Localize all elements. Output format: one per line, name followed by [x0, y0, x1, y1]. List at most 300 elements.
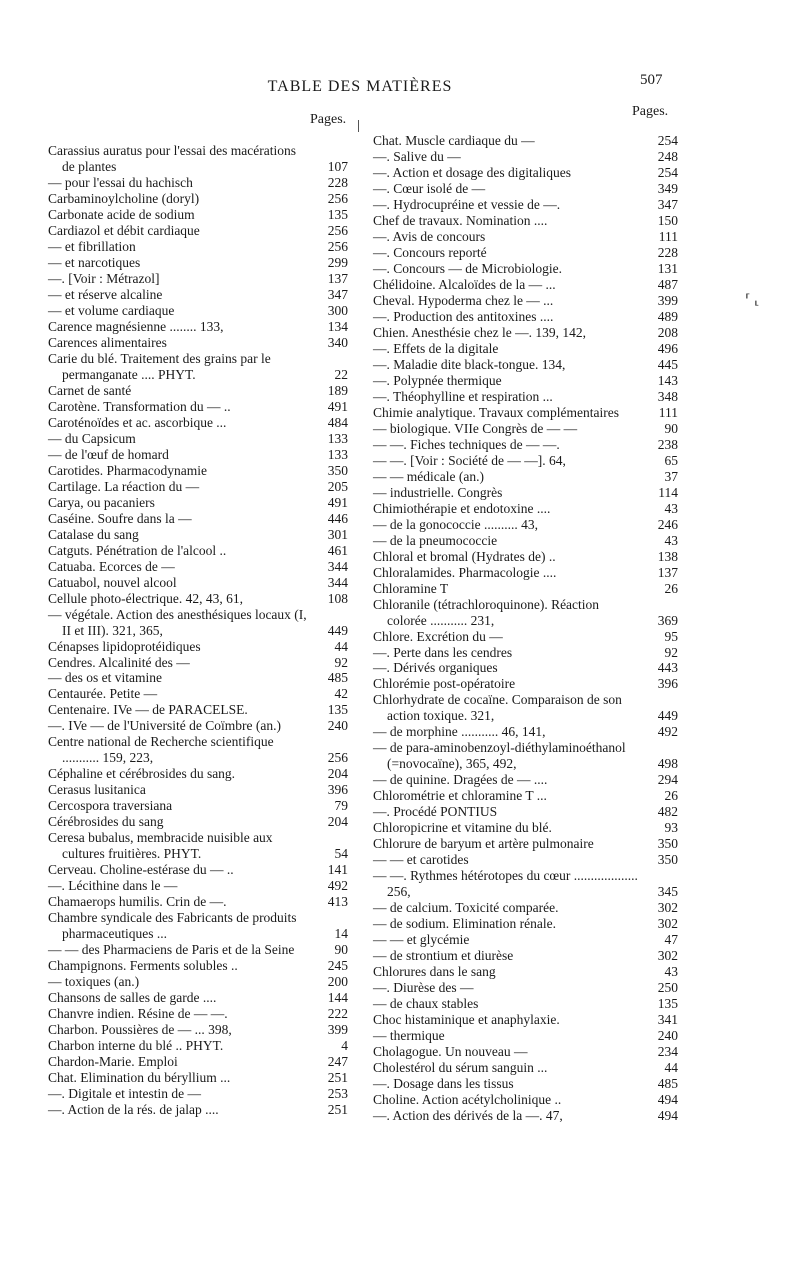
index-entry-pages: 131: [657, 260, 678, 276]
index-entry-pages: 107: [327, 158, 348, 174]
index-entry-pages: 443: [657, 660, 678, 676]
index-entry-pages: 4: [341, 1038, 348, 1054]
index-entry-text: Cartilage. La réaction du —: [48, 478, 200, 494]
index-entry: [48, 830, 348, 862]
index-column-left: [48, 143, 348, 1118]
index-entry: [373, 277, 678, 293]
index-entry: [48, 942, 348, 958]
column-rule: [358, 120, 359, 132]
index-entry-text: Chélidoine. Alcaloïdes de la — ...: [373, 276, 556, 292]
index-entry-text: Carnet de santé: [48, 382, 132, 398]
index-entry-text: — et fibrillation: [48, 238, 136, 254]
index-entry-text: — et réserve alcaline: [48, 286, 163, 302]
index-entry: [373, 932, 678, 948]
index-entry-text: — de calcium. Toxicité comparée.: [373, 900, 559, 916]
index-entry-text: Cholestérol du sérum sanguin ...: [373, 1060, 548, 1076]
index-entry-pages: 302: [657, 948, 678, 964]
index-entry-pages: 254: [657, 164, 678, 180]
index-entry: [48, 670, 348, 686]
index-entry-pages: 349: [657, 180, 678, 196]
index-entry-pages: 208: [657, 324, 678, 340]
index-entry-text: Chat. Elimination du béryllium ...: [48, 1070, 231, 1086]
index-entry: [373, 389, 678, 405]
index-entry-pages: 399: [657, 292, 678, 308]
index-entry-pages: 111: [658, 404, 678, 420]
index-entry-pages: 251: [327, 1070, 348, 1086]
index-entry: [48, 335, 348, 351]
index-entry: [373, 660, 678, 676]
index-entry-pages: 251: [327, 1102, 348, 1118]
index-entry: [48, 1054, 348, 1070]
index-entry: [48, 527, 348, 543]
index-column-right: [373, 133, 678, 1124]
index-entry-pages: 37: [664, 468, 678, 484]
index-entry-pages: 350: [657, 852, 678, 868]
index-entry: [48, 175, 348, 191]
index-entry: [48, 447, 348, 463]
index-entry: [373, 597, 678, 629]
index-entry-text: Carotène. Transformation du — ..: [48, 398, 231, 414]
index-entry-text: Centaurée. Petite —: [48, 686, 158, 702]
index-entry-text: Cardiazol et débit cardiaque: [48, 222, 200, 238]
index-entry-pages: 494: [657, 1108, 678, 1124]
index-entry-pages: 302: [657, 916, 678, 932]
index-entry-text: — et narcotiques: [48, 254, 141, 270]
index-entry-pages: 344: [327, 574, 348, 590]
index-entry-text: Carie du blé. Traitement des grains par le permanganate .... PHYT.: [48, 350, 271, 382]
index-entry-text: Choline. Action acétylcholinique ..: [373, 1092, 562, 1108]
index-entry-pages: 204: [327, 814, 348, 830]
index-entry-pages: 137: [657, 564, 678, 580]
index-entry: [48, 319, 348, 335]
index-entry: [373, 357, 678, 373]
index-entry-text: Caséine. Soufre dans la —: [48, 510, 192, 526]
index-entry-text: Chlorémie post-opératoire: [373, 676, 516, 692]
index-entry: [373, 501, 678, 517]
index-entry-pages: 144: [327, 990, 348, 1006]
index-entry: [373, 197, 678, 213]
index-entry-text: Cheval. Hypoderma chez le — ...: [373, 292, 554, 308]
index-entry: [373, 469, 678, 485]
index-entry: [373, 517, 678, 533]
index-entry-pages: 47: [664, 932, 678, 948]
pages-label-right: Pages.: [632, 104, 669, 119]
index-entry: [48, 894, 348, 910]
index-entry-pages: 228: [327, 174, 348, 190]
index-entry-text: Chef de travaux. Nomination ....: [373, 212, 548, 228]
index-entry-pages: 294: [657, 772, 678, 788]
index-entry: [48, 495, 348, 511]
index-entry-pages: 245: [327, 958, 348, 974]
index-entry: [373, 820, 678, 836]
index-entry-text: Chat. Muscle cardiaque du —: [373, 133, 535, 148]
index-entry: [48, 1086, 348, 1102]
pages-label-left: Pages.: [310, 112, 347, 127]
index-entry-text: — et volume cardiaque: [48, 302, 175, 318]
index-entry: [48, 702, 348, 718]
index-entry-text: — pour l'essai du hachisch: [48, 174, 193, 190]
index-entry-text: —. Théophylline et respiration ...: [373, 388, 553, 404]
index-entry: [48, 1006, 348, 1022]
index-entry: [48, 575, 348, 591]
index-entry-text: Cerasus lusitanica: [48, 782, 146, 798]
index-entry: [48, 686, 348, 702]
index-entry-pages: 240: [657, 1028, 678, 1044]
index-entry-text: —. IVe — de l'Université de Coïmbre (an.): [48, 718, 281, 734]
index-entry-text: Chlorure de baryum et artère pulmonaire: [373, 836, 594, 852]
index-entry-text: Catuaba. Ecorces de —: [48, 558, 175, 574]
index-entry: [48, 1102, 348, 1118]
index-entry-pages: 492: [327, 878, 348, 894]
index-entry: [373, 405, 678, 421]
index-entry: [48, 1070, 348, 1086]
index-entry: [373, 373, 678, 389]
index-entry-text: Centenaire. IVe — de PARACELSE.: [48, 702, 248, 718]
index-entry: [373, 1012, 678, 1028]
index-entry: [373, 565, 678, 581]
index-entry-text: — de strontium et diurèse: [373, 948, 514, 964]
index-entry: [48, 782, 348, 798]
index-entry: [48, 191, 348, 207]
index-entry-text: — biologique. VIIe Congrès de — —: [373, 420, 578, 436]
index-entry-text: Chamaerops humilis. Crin de —.: [48, 894, 227, 910]
index-entry-text: — thermique: [373, 1028, 445, 1044]
index-entry-pages: 494: [657, 1092, 678, 1108]
index-entry: [373, 629, 678, 645]
index-entry: [373, 916, 678, 932]
index-entry-pages: 489: [657, 308, 678, 324]
index-entry-pages: 396: [327, 782, 348, 798]
index-entry-pages: 42: [334, 686, 348, 702]
index-entry: [48, 207, 348, 223]
index-entry-pages: 348: [657, 388, 678, 404]
index-entry: [373, 261, 678, 277]
index-entry: [373, 165, 678, 181]
index-entry: [373, 549, 678, 565]
index-entry-text: Centre national de Recherche scientifique ........... 159, 223,: [48, 734, 274, 766]
index-entry: [48, 607, 348, 639]
index-entry-pages: 250: [657, 980, 678, 996]
index-entry-pages: 487: [657, 276, 678, 292]
index-entry: [373, 948, 678, 964]
index-entry-pages: 133: [327, 430, 348, 446]
index-entry-pages: 299: [327, 254, 348, 270]
index-entry-pages: 413: [327, 894, 348, 910]
index-entry-text: — de quinine. Dragées de — ....: [373, 772, 548, 788]
index-entry-text: —. Concours reporté: [373, 244, 487, 260]
index-entry: [48, 143, 348, 175]
index-entry-pages: 234: [657, 1044, 678, 1060]
index-entry-pages: 22: [334, 366, 348, 382]
index-entry-pages: 496: [657, 340, 678, 356]
index-entry-text: — végétale. Action des anesthésiques locaux (I, II et III). 321, 365,: [48, 606, 307, 638]
index-entry-text: Chimie analytique. Travaux complémentaires: [373, 404, 619, 420]
index-entry-text: —. Cœur isolé de —: [373, 180, 486, 196]
index-entry: [48, 591, 348, 607]
index-entry: [373, 1108, 678, 1124]
index-entry-text: Chloramine T: [373, 580, 449, 596]
index-entry-text: —. Maladie dite black-tongue. 134,: [373, 356, 566, 372]
index-entry-text: Carbonate acide de sodium: [48, 206, 195, 222]
index-entry: [373, 676, 678, 692]
index-entry-pages: 446: [327, 510, 348, 526]
index-entry-text: —. Dosage dans les tissus: [373, 1076, 514, 1092]
index-entry: [373, 229, 678, 245]
index-entry: [373, 692, 678, 724]
index-entry: [48, 463, 348, 479]
index-entry-text: Cérébrosides du sang: [48, 814, 164, 830]
index-entry: [48, 223, 348, 239]
index-entry-text: Cendres. Alcalinité des —: [48, 654, 190, 670]
index-entry: [373, 772, 678, 788]
index-entry-text: —. Avis de concours: [373, 228, 486, 244]
index-entry-pages: 92: [334, 654, 348, 670]
index-entry-text: Catuabol, nouvel alcool: [48, 574, 177, 590]
index-entry-pages: 26: [664, 580, 678, 596]
index-entry-pages: 238: [657, 436, 678, 452]
index-entry: [48, 271, 348, 287]
index-entry-pages: 350: [327, 462, 348, 478]
index-entry: [48, 255, 348, 271]
index-entry-pages: 396: [657, 676, 678, 692]
index-entry-pages: 256: [327, 190, 348, 206]
index-entry-pages: 445: [657, 356, 678, 372]
index-entry-text: — de la pneumococcie: [373, 532, 498, 548]
index-entry-pages: 485: [657, 1076, 678, 1092]
index-entry-text: —. Procédé PONTIUS: [373, 804, 498, 820]
index-entry-text: Catalase du sang: [48, 526, 139, 542]
index-entry: [373, 804, 678, 820]
index-entry-text: —. Diurèse des —: [373, 980, 474, 996]
index-entry: [48, 399, 348, 415]
index-entry-text: —. [Voir : Métrazol]: [48, 270, 160, 286]
index-entry-pages: 449: [327, 622, 348, 638]
index-entry-text: —. Effets de la digitale: [373, 340, 499, 356]
index-entry-text: Chambre syndicale des Fabricants de produits pharmaceutiques ...: [48, 910, 297, 942]
index-entry-pages: 90: [664, 420, 678, 436]
index-entry: [373, 645, 678, 661]
index-entry-pages: 491: [327, 494, 348, 510]
index-entry-text: — —. Fiches techniques de — —.: [373, 436, 560, 452]
index-entry-text: Catguts. Pénétration de l'alcool ..: [48, 542, 227, 558]
index-entry-pages: 200: [327, 974, 348, 990]
index-entry-text: Chloropicrine et vitamine du blé.: [373, 820, 552, 836]
index-entry-text: — de la gonococcie .......... 43,: [373, 516, 538, 532]
index-entry-text: —. Action et dosage des digitaliques: [373, 164, 571, 180]
index-entry: [48, 990, 348, 1006]
index-entry-pages: 111: [658, 228, 678, 244]
index-entry-pages: 253: [327, 1086, 348, 1102]
index-entry: [48, 383, 348, 399]
index-entry-text: Chien. Anesthésie chez le —. 139, 142,: [373, 324, 586, 340]
index-entry-text: — de morphine ........... 46, 141,: [373, 724, 546, 740]
index-entry-pages: 369: [657, 612, 678, 628]
index-entry-pages: 485: [327, 670, 348, 686]
index-entry-text: —. Perte dans les cendres: [373, 644, 513, 660]
index-entry-text: Cerveau. Choline-estérase du — ..: [48, 862, 234, 878]
index-entry: [48, 559, 348, 575]
index-entry: [373, 900, 678, 916]
index-entry-text: —. Salive du —: [373, 148, 461, 164]
index-entry-pages: 302: [657, 900, 678, 916]
index-entry: [373, 852, 678, 868]
index-entry-pages: 344: [327, 558, 348, 574]
index-entry-pages: 350: [657, 836, 678, 852]
index-entry-pages: 93: [664, 820, 678, 836]
index-entry-pages: 135: [327, 206, 348, 222]
index-entry-pages: 43: [664, 500, 678, 516]
index-entry-text: Chimiothérapie et endotoxine ....: [373, 500, 551, 516]
index-entry: [48, 814, 348, 830]
index-entry: [373, 1060, 678, 1076]
index-entry-pages: 492: [657, 724, 678, 740]
index-entry-text: — — médicale (an.): [373, 468, 484, 484]
index-entry: [373, 213, 678, 229]
index-entry-pages: 54: [334, 846, 348, 862]
index-entry-pages: 247: [327, 1054, 348, 1070]
index-entry-pages: 137: [327, 270, 348, 286]
index-entry-pages: 256: [327, 238, 348, 254]
index-entry-pages: 189: [327, 382, 348, 398]
index-entry-text: Chlore. Excrétion du —: [373, 628, 503, 644]
index-entry-text: Chanvre indien. Résine de — —.: [48, 1006, 228, 1022]
index-entry: [48, 479, 348, 495]
index-entry-text: Carences alimentaires: [48, 334, 167, 350]
index-entry: [48, 734, 348, 766]
index-entry-pages: 301: [327, 526, 348, 542]
index-entry-pages: 14: [334, 926, 348, 942]
index-entry-text: —. Hydrocupréine et vessie de —.: [373, 196, 561, 212]
index-entry-text: — — et carotides: [373, 852, 469, 868]
index-entry: [373, 1076, 678, 1092]
index-entry-text: — —. [Voir : Société de — —]. 64,: [373, 452, 566, 468]
index-entry-pages: 204: [327, 766, 348, 782]
index-entry-text: — des os et vitamine: [48, 670, 162, 686]
index-entry: [373, 1044, 678, 1060]
index-entry-text: —. Concours — de Microbiologie.: [373, 260, 562, 276]
index-entry-text: Cholagogue. Un nouveau —: [373, 1044, 528, 1060]
index-entry-pages: 143: [657, 372, 678, 388]
index-entry: [48, 1038, 348, 1054]
index-entry: [373, 964, 678, 980]
index-entry-pages: 222: [327, 1006, 348, 1022]
index-entry-pages: 44: [664, 1060, 678, 1076]
index-entry-pages: 340: [327, 334, 348, 350]
index-entry-text: — du Capsicum: [48, 430, 136, 446]
index-entry-text: Céphaline et cérébrosides du sang.: [48, 766, 236, 782]
index-entry-text: — — des Pharmaciens de Paris et de la Seine: [48, 942, 295, 958]
index-entry: [48, 910, 348, 942]
index-entry: [373, 788, 678, 804]
index-entry-text: Cercospora traversiana: [48, 798, 173, 814]
index-entry-text: Chloranile (tétrachloroquinone). Réaction colorée ........... 231,: [373, 596, 600, 628]
index-entry: [373, 341, 678, 357]
index-entry-pages: 300: [327, 302, 348, 318]
index-entry-pages: 484: [327, 414, 348, 430]
index-entry-pages: 150: [657, 212, 678, 228]
index-entry: [373, 1092, 678, 1108]
index-entry-pages: 256: [327, 750, 348, 766]
index-entry: [373, 868, 678, 900]
index-entry: [48, 958, 348, 974]
index-entry: [48, 1022, 348, 1038]
index-entry: [48, 655, 348, 671]
index-entry-pages: 44: [334, 638, 348, 654]
index-entry-pages: 95: [664, 628, 678, 644]
index-entry: [373, 453, 678, 469]
index-entry: [373, 533, 678, 549]
index-entry-text: Carassius auratus pour l'essai des macérations de plantes: [48, 143, 296, 174]
index-entry-pages: 347: [657, 196, 678, 212]
index-entry: [48, 766, 348, 782]
index-entry-text: — —. Rythmes hétérotopes du cœur ................... 256,: [373, 868, 638, 900]
index-entry-pages: 491: [327, 398, 348, 414]
index-entry: [373, 980, 678, 996]
index-entry: [373, 437, 678, 453]
index-entry-text: — — et glycémie: [373, 932, 470, 948]
index-entry: [373, 1028, 678, 1044]
index-entry-text: Carotides. Pharmacodynamie: [48, 462, 207, 478]
index-entry-text: —. Action des dérivés de la —. 47,: [373, 1108, 563, 1124]
index-entry: [48, 798, 348, 814]
index-entry-text: — de para-aminobenzoyl-diéthylaminoéthanol (=novocaïne), 365, 492,: [373, 740, 626, 772]
index-entry: [48, 718, 348, 734]
margin-mark: ⸢ ⸤: [745, 293, 760, 308]
index-entry-pages: 43: [664, 532, 678, 548]
index-entry-pages: 482: [657, 804, 678, 820]
index-entry-pages: 92: [664, 644, 678, 660]
index-entry: [373, 421, 678, 437]
index-entry: [373, 181, 678, 197]
index-entry-pages: 246: [657, 516, 678, 532]
index-entry-text: Cellule photo-électrique. 42, 43, 61,: [48, 590, 243, 606]
index-entry-pages: 449: [657, 708, 678, 724]
running-head: TABLE DES MATIÈRES: [267, 78, 453, 95]
index-entry-text: Caroténoïdes et ac. ascorbique ...: [48, 414, 227, 430]
index-entry-pages: 79: [334, 798, 348, 814]
page-number: 507: [640, 72, 663, 88]
index-entry: [48, 351, 348, 383]
index-entry: [373, 325, 678, 341]
index-entry: [48, 287, 348, 303]
index-entry-pages: 399: [327, 1022, 348, 1038]
index-entry-pages: 256: [327, 222, 348, 238]
index-entry-pages: 108: [327, 590, 348, 606]
index-entry: [48, 543, 348, 559]
index-entry: [373, 149, 678, 165]
index-entry: [373, 309, 678, 325]
index-entry-pages: 135: [657, 996, 678, 1012]
index-entry-pages: 135: [327, 702, 348, 718]
index-entry-text: — de l'œuf de homard: [48, 446, 169, 462]
index-entry: [373, 245, 678, 261]
index-entry-text: Carence magnésienne ........ 133,: [48, 318, 224, 334]
index-entry-text: Chlorures dans le sang: [373, 964, 496, 980]
index-entry-pages: 498: [657, 756, 678, 772]
index-entry-text: — de sodium. Elimination rénale.: [373, 916, 556, 932]
index-entry-text: Chlorométrie et chloramine T ...: [373, 788, 547, 804]
index-entry: [373, 724, 678, 740]
index-entry-pages: 240: [327, 718, 348, 734]
index-entry-pages: 26: [664, 788, 678, 804]
index-entry: [373, 996, 678, 1012]
index-entry: [373, 293, 678, 309]
index-entry-text: — industrielle. Congrès: [373, 484, 503, 500]
index-entry-text: —. Action de la rés. de jalap ....: [48, 1102, 219, 1118]
index-entry: [48, 878, 348, 894]
index-entry: [373, 133, 678, 149]
index-entry: [48, 511, 348, 527]
